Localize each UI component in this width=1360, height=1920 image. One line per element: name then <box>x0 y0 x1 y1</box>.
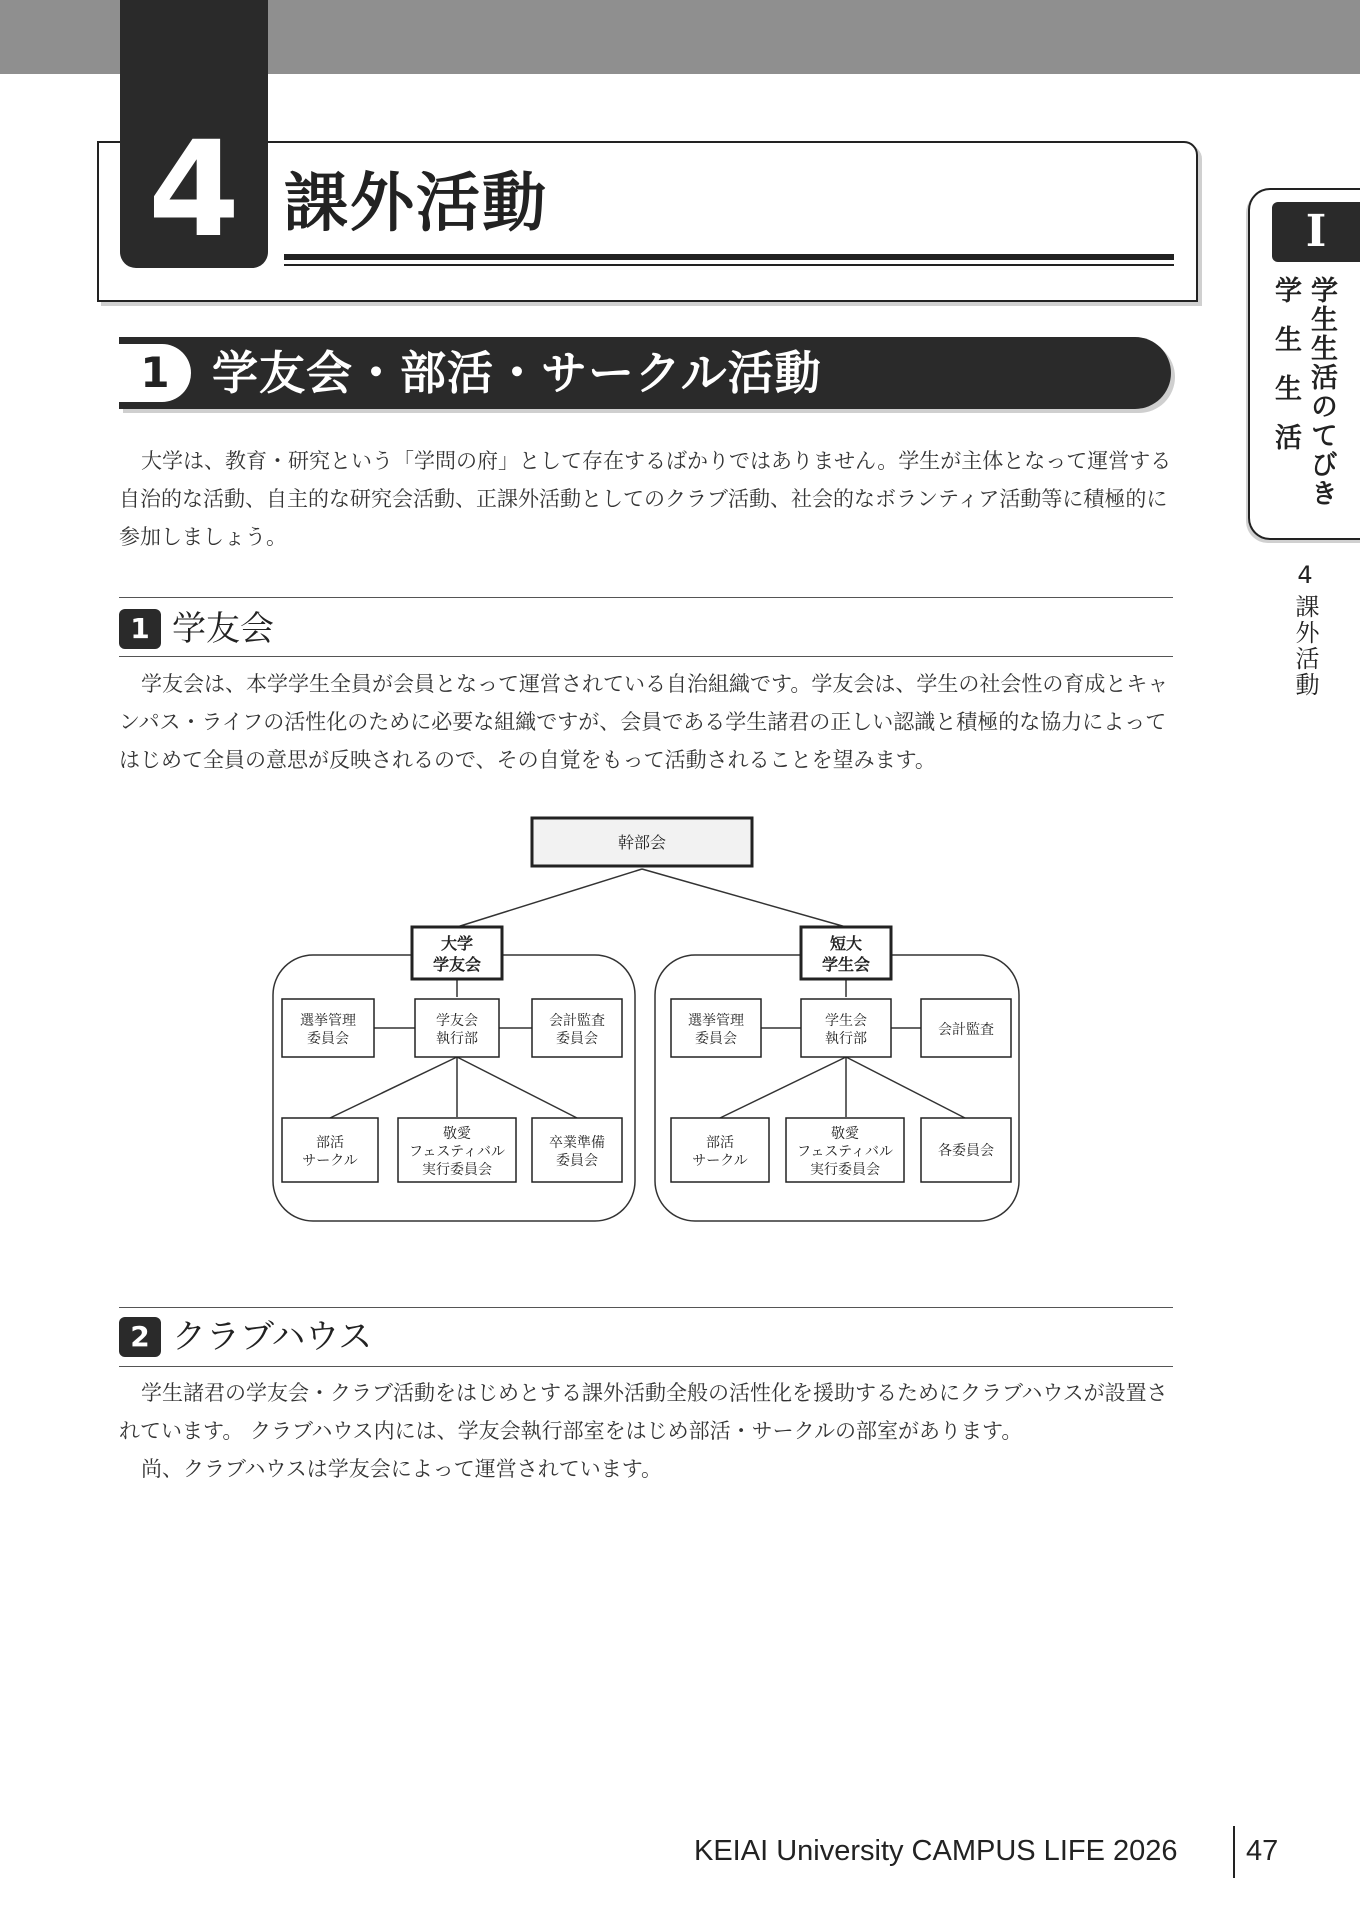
chapter-title: 課外活動 <box>284 167 548 241</box>
org-node-text: 実行委員会 <box>422 1162 492 1178</box>
org-node-text: 学友会 <box>436 1013 478 1029</box>
org-right-head-line1: 短大 <box>829 934 863 953</box>
subsection-number-badge: 2 <box>119 1317 161 1357</box>
org-node-text: 委員会 <box>556 1031 598 1047</box>
org-node-text: 執行部 <box>825 1031 867 1047</box>
section-number-badge: 1 <box>119 344 191 402</box>
org-node-text: フェスティバル <box>409 1144 505 1160</box>
org-node-text: フェスティバル <box>797 1144 893 1160</box>
subsection-rule-top <box>119 1307 1173 1308</box>
footer-separator <box>1233 1826 1235 1878</box>
org-node-text: サークル <box>302 1153 358 1169</box>
org-left-head-line1: 大学 <box>440 934 474 953</box>
side-tab-title: 学生生活のてびき <box>1306 276 1337 508</box>
org-node-text: 選挙管理 <box>688 1013 744 1029</box>
intro-paragraph: 大学は、教育・研究という「学問の府」として存在するばかりではありません。学生が主体となって運営する自治的な活動、自主的な研究会活動、正課外活動としてのクラブ活動、社会的なボランティア活動等に積極的に参加しましょう。 <box>119 449 1172 549</box>
section-title: 学友会・部活・サークル活動 <box>212 346 822 400</box>
subsection-rule-top <box>119 597 1173 598</box>
org-node-text: 学生会 <box>825 1013 867 1029</box>
org-chart <box>270 815 1030 1225</box>
subsection-title: 学友会 <box>172 609 274 649</box>
side-tab-section: 学生生活 <box>1270 276 1301 472</box>
org-node-text: 委員会 <box>556 1153 598 1169</box>
side-tab-roman: I <box>1272 202 1360 262</box>
org-node-text: 会計監査 <box>549 1013 605 1029</box>
footer-title: KEIAI University CAMPUS LIFE 2026 <box>694 1835 1178 1867</box>
chapter-rule-thin <box>284 264 1174 266</box>
side-sub-number: 4 <box>1297 561 1313 589</box>
side-sub-title: 課外活動 <box>1291 594 1319 698</box>
subsection-number-badge: 1 <box>119 609 161 649</box>
subsection-rule-bottom <box>119 1366 1173 1367</box>
org-node-text: 委員会 <box>695 1031 737 1047</box>
org-node-text: 選挙管理 <box>300 1013 356 1029</box>
org-node-text: 部活 <box>316 1135 344 1151</box>
body-paragraph: 尚、クラブハウスは学友会によって運営されています。 <box>141 1457 663 1481</box>
org-node-text: 実行委員会 <box>810 1162 880 1178</box>
org-right-head-line2: 学生会 <box>821 955 871 974</box>
org-node-text: 委員会 <box>307 1031 349 1047</box>
body-paragraph: 学生諸君の学友会・クラブ活動をはじめとする課外活動全般の活性化を援助するためにクラブハウスが設置されています。 クラブハウス内には、学友会執行部室をはじめ部活・サークルの部室があります。 <box>119 1381 1168 1443</box>
org-node-text: 卒業準備 <box>549 1135 605 1151</box>
org-left-head-line2: 学友会 <box>432 955 482 974</box>
subsection-body <box>119 1374 1175 1488</box>
subsection-title: クラブハウス <box>172 1317 373 1357</box>
org-node-text: 各委員会 <box>938 1143 994 1159</box>
org-node-text: 部活 <box>706 1135 734 1151</box>
subsection-rule-bottom <box>119 656 1173 657</box>
org-node-text: 執行部 <box>436 1031 478 1047</box>
page-number: 47 <box>1246 1835 1279 1867</box>
subsection-body: 学友会は、本学学生全員が会員となって運営されている自治組織です。学友会は、学生の社会性の育成とキャンパス・ライフの活性化のために必要な組織ですが、会員である学生諸君の正しい認識と積極的な協力によってはじめて全員の意思が反映されるので、その自覚をもって活動されることを望みます。 <box>119 672 1169 772</box>
chapter-rule <box>284 254 1174 260</box>
org-node-text: 会計監査 <box>938 1022 994 1038</box>
org-node-text: サークル <box>692 1153 748 1169</box>
org-node-text: 敬愛 <box>443 1126 471 1142</box>
org-top-label: 幹部会 <box>617 833 667 852</box>
chapter-number: 4 <box>148 113 240 267</box>
org-node-text: 敬愛 <box>831 1126 859 1142</box>
